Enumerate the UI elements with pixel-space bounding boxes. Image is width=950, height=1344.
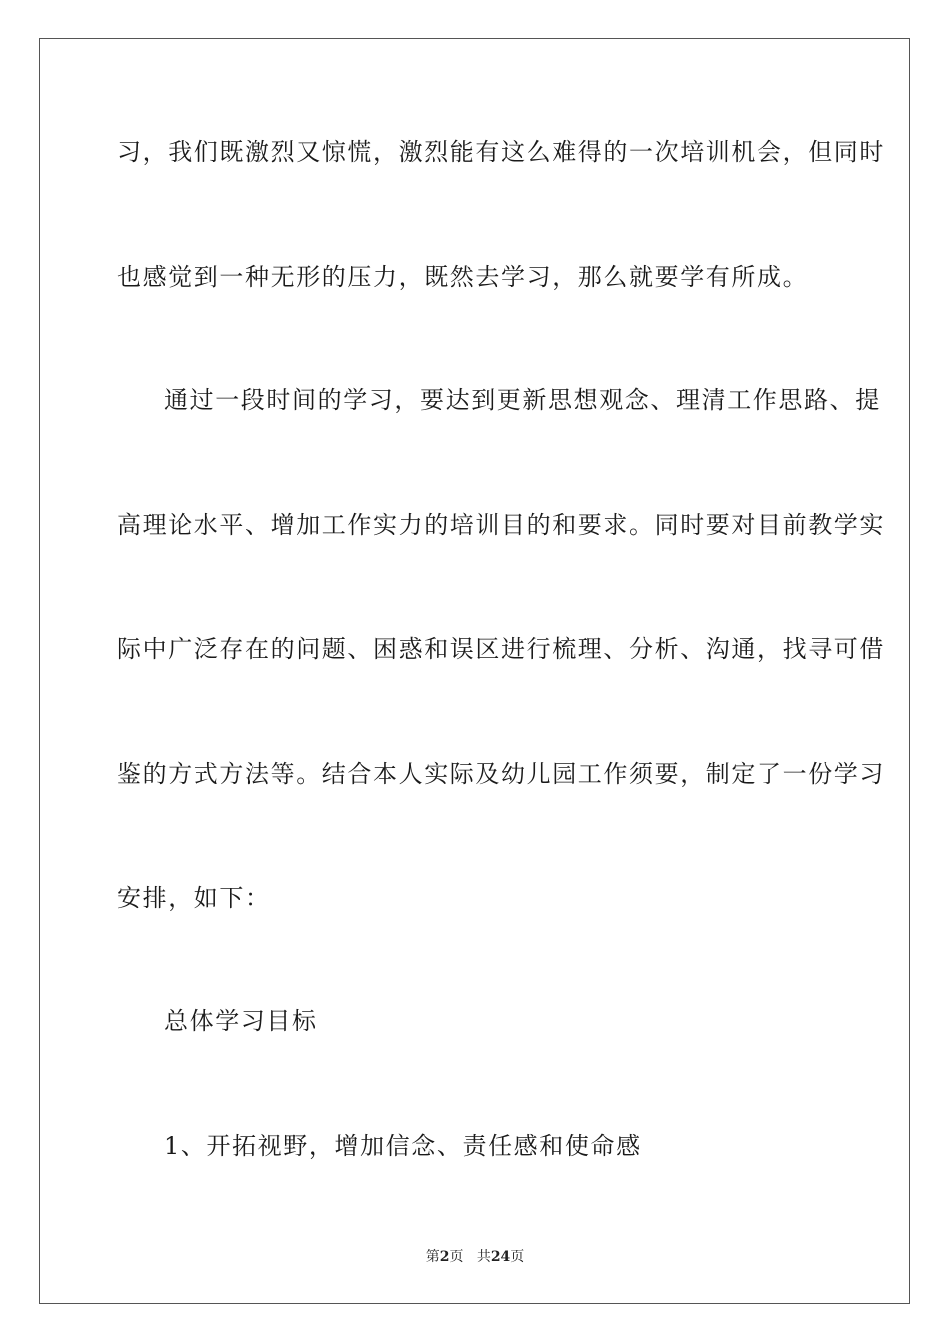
footer-page-prefix: 第 (425, 1249, 440, 1265)
footer-total-suffix: 页 (510, 1249, 525, 1265)
list-item-1: 1、开拓视野，增加信念、责任感和使命感 (164, 1132, 642, 1160)
text-line-1: 习，我们既激烈又惊慌，激烈能有这么难得的一次培训机会，但同时 (117, 138, 885, 166)
page-border (39, 38, 910, 1304)
text-line-5: 际中广泛存在的问题、困惑和误区进行梳理、分析、沟通，找寻可借 (117, 635, 885, 663)
text-line-3: 通过一段时间的学习，要达到更新思想观念、理清工作思路、提 (164, 386, 881, 414)
text-line-2: 也感觉到一种无形的压力，既然去学习，那么就要学有所成。 (117, 263, 809, 291)
text-line-4: 高理论水平、增加工作实力的培训目的和要求。同时要对目前教学实 (117, 511, 885, 539)
footer-total-pages: 24 (490, 1249, 511, 1265)
text-line-7: 安排，如下： (117, 884, 271, 912)
section-heading: 总体学习目标 (164, 1007, 318, 1035)
footer-page-suffix: 页 (449, 1249, 464, 1265)
footer-page-current: 2 (439, 1249, 450, 1265)
text-line-6: 鉴的方式方法等。结合本人实际及幼儿园工作须要，制定了一份学习 (117, 760, 885, 788)
page-footer (0, 1246, 950, 1266)
footer-total-prefix: 共 (476, 1249, 491, 1265)
